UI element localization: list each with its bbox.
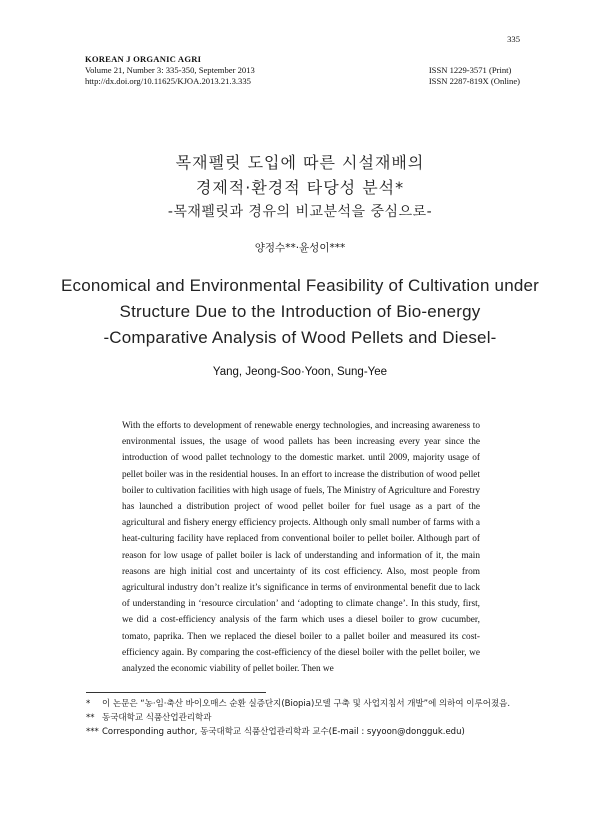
footnotes: [86, 697, 526, 739]
korean-authors: 양정수**·윤성이***: [254, 242, 346, 254]
footnote-item: [86, 697, 526, 711]
footnote-text: 이 논문은 “농·임·축산 바이오매스 순환 실증단지(Biopia)모델 구축 및 사업지침서 개발”에 의하여 이루어졌음.: [102, 699, 511, 709]
abstract: [122, 418, 480, 677]
english-authors: Yang, Jeong-Soo·Yoon, Sung-Yee: [212, 366, 388, 378]
page-number: 335: [507, 34, 520, 44]
korean-title-line1: 목재펠릿 도입에 따른 시설재배의: [175, 153, 425, 172]
footnote-mark: ***: [86, 727, 99, 737]
doi-link[interactable]: http://dx.doi.org/10.11625/KJOA.2013.21.3.335: [85, 76, 251, 86]
issn-online: ISSN 2287-819X (Online): [428, 76, 520, 86]
korean-title-line2: 경제적·환경적 타당성 분석*: [195, 178, 405, 197]
footnote-item: [86, 725, 526, 739]
footnote-text: Corresponding author, 동국대학교 식품산업관리학과 교수(E-mail : syyoon@dongguk.edu): [102, 727, 465, 737]
issn-block: [429, 65, 520, 87]
footnote-divider: [86, 692, 266, 693]
issn-print: ISSN 1229-3571 (Print): [428, 65, 512, 75]
footnote-mark: *: [86, 699, 91, 709]
english-title-line2: Structure Due to the Introduction of Bio-energy: [119, 302, 481, 321]
english-title-line1: Economical and Environmental Feasibility of Cultivation under: [60, 276, 540, 295]
volume-info: Volume 21, Number 3: 335-350, September 2013: [85, 65, 255, 75]
english-subtitle: -Comparative Analysis of Wood Pellets and Diesel-: [103, 328, 497, 347]
footnote-mark: **: [86, 713, 95, 723]
journal-header: [85, 54, 255, 87]
footnote-text: 동국대학교 식품산업관리학과: [102, 713, 212, 723]
footnote-item: [86, 711, 526, 725]
korean-subtitle: -목재펠릿과 경유의 비교분석을 중심으로-: [167, 204, 433, 220]
journal-name: KOREAN J ORGANIC AGRI: [85, 54, 202, 64]
abstract-text: With the efforts to development of renewable energy technologies, and increasing awareness to environmental issues, the usage of wood pallets has been increasing every year since the introduction of wood pallet technology to the domestic market. until 2009, majority usage of pellet boiler was in the residential houses. In an effort to increase the distribution of wood pellet boiler to cultivation facilities with high usage of fuels, The Ministry of Agriculture and Forestry has launched a distribution project of wood pellet boiler for fuel usage as a part of the agricultural and fishery energy efficiency projects. Although only small number of farms with a heat-culturing facility have replaced from conventional boiler to pellet boiler. Although part of reason for low usage of pallet boiler is lack of understanding and information of it, the main reasons are high initial cost and uncertainty of its cost efficiency. Also, most people from agricultural industry don’t realize it’s significance in terms of environmental benefit due to lack of understanding in ‘resource circulation’ and ‘adopting to climate change’. In this study, first, we did a cost-efficiency analysis of the farm which uses a diesel boiler to grow cucumber, tomato, paprika. Then we replaced the diesel boiler to a pallet boiler and measured its cost-efficiency again. By comparing the cost-efficiency of the diesel boiler with the pellet boiler, we analyzed the economic viability of pellet boiler. Then we: [122, 421, 480, 675]
